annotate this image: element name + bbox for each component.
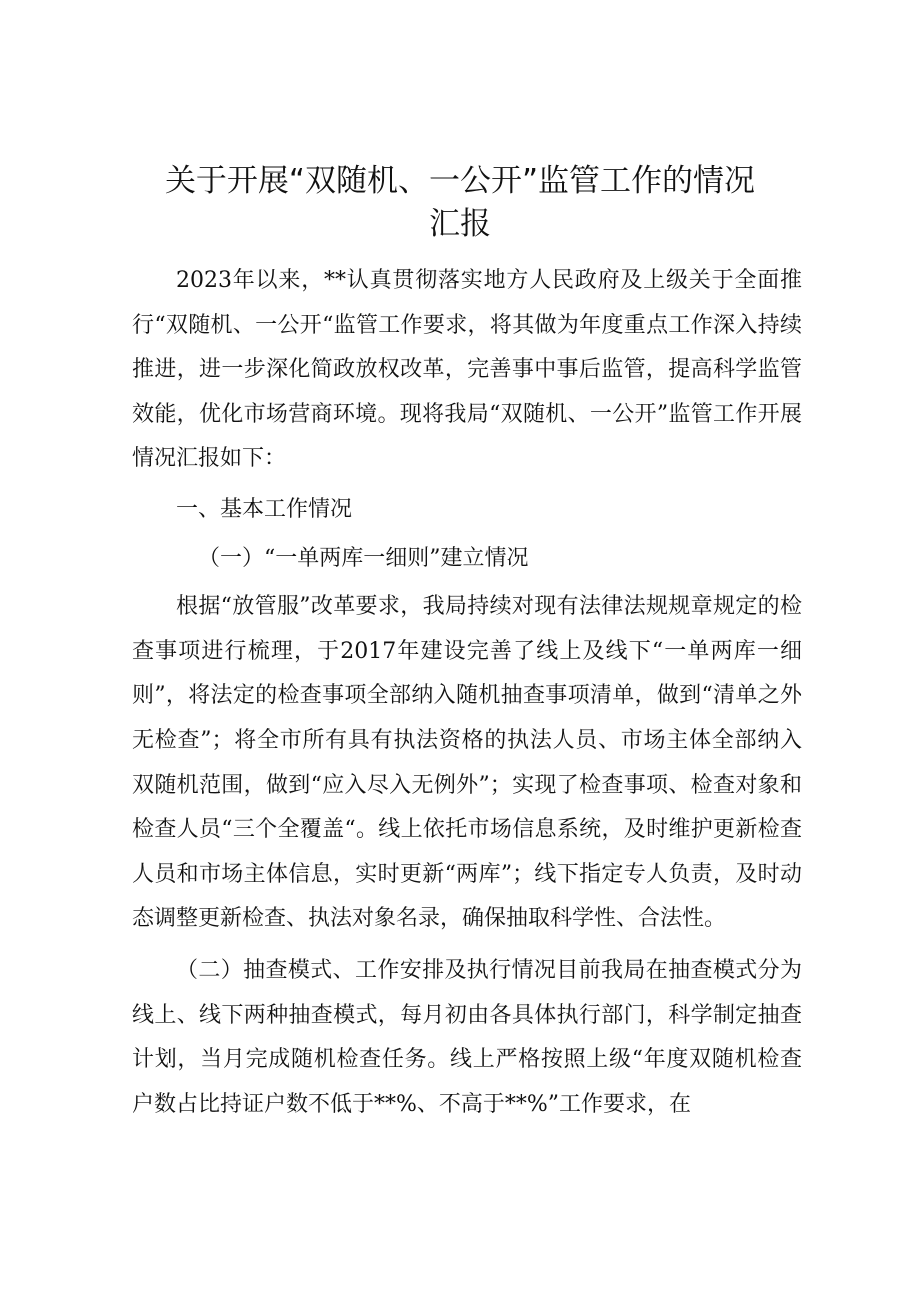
paragraph-one-list-details: 根据“放管服”改革要求，我局持续对现有法律法规规章规定的检查事项进行梳理，于2017年建设完善了线上及线下“一单两库一细则”，将法定的检查事项全部纳入随机抽查事项清单，做到“清单之外无检查”；将全市所有具有执法资格的执法人员、市场主体全部纳入双随机范围，做到“应入尽入无例外”；实现了检查事项、检查对象和检查人员“三个全覆盖“。线上依托市场信息系统，及时维护更新检查人员和市场主体信息，实时更新“两库”；线下指定专人负责，及时动态调整更新检查、执法对象名录，确保抽取科学性、合法性。 [132, 594, 802, 932]
section-heading-basic-work: 一、基本工作情况 [176, 496, 353, 522]
subsection-heading-one-list: （一）“一单两库一细则”建立情况 [198, 545, 529, 571]
document-title [110, 160, 810, 246]
paragraph-sampling-mode: （二）抽查模式、工作安排及执行情况目前我局在抽查模式分为线上、线下两种抽查模式，每月初由各具体执行部门，科学制定抽查计划，当月完成随机检查任务。线上严格按照上级“年度双随机检查户数占比持证户数不低于**%、不高于**%”工作要求，在 [132, 957, 802, 1117]
document-title-line-2: 汇报 [429, 206, 491, 242]
document-title-line-1: 关于开展“双随机、一公开”监管工作的情况 [164, 163, 756, 199]
intro-paragraph: 2023年以来，**认真贯彻落实地方人民政府及上级关于全面推行“双随机、一公开“监管工作要求，将其做为年度重点工作深入持续推进，进一步深化简政放权改革，完善事中事后监管，提高科学监管效能，优化市场营商环境。现将我局“双随机、一公开”监管工作开展情况汇报如下： [132, 268, 802, 472]
document-body [132, 259, 802, 1127]
